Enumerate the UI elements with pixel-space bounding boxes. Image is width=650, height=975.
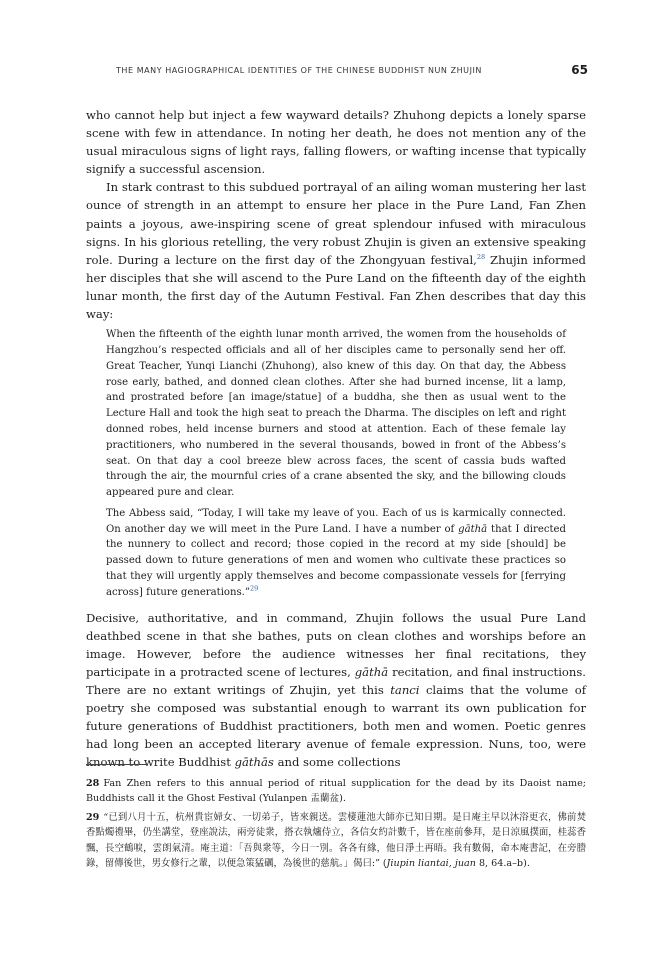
footnote-28-number: 28: [86, 778, 100, 789]
footnote-29-text: “已到八月十五，杭州貴宦婦女、一切弟子，皆來親送。雲棲蓮池大師亦已知日期。是日庵主早以沐浴更衣，佛前焚香點燭禮畢，仍坐講堂，登座說法，兩旁徒衆，搭衣執爐侍立，各信女約計數千，皆在座前參拜，是日涼風撲面，桂蕊香飄，長空鶴唳，雲朗氣清。庵主道：「吾與衆等，今日一別。各各有緣，他日淨土再晤。我有數偈，命本庵書記，在旁謄錄，留傳後世，男女修行之輩，以便急策猛礪，為後世的慈航。」偈曰:” (: [86, 811, 586, 870]
paragraph-2: [86, 178, 586, 323]
page-number: 65: [571, 63, 588, 77]
main-text: [86, 106, 586, 772]
quote-paragraph-2: [106, 506, 566, 601]
footnote-29-source: Jiupin liantai, juan: [386, 858, 476, 870]
running-title: THE MANY HAGIOGRAPHICAL IDENTITIES OF THE CHINESE BUDDHIST NUN ZHUJIN: [116, 66, 482, 75]
paragraph-3-text-c: claims that the volume of poetry she composed was substantial enough to warrant its own publication for future generations of Buddhist practitioners, both men and women. Poetic genres had long been an accepted literary avenue of female expression. Nuns, too, were known to write Buddhist: [86, 683, 586, 770]
footnote-29-number: 29: [86, 811, 100, 823]
paragraph-3-text-a: Decisive, authoritative, and in command, Zhujin follows the usual Pure Land deathbed scene in that she bathes, puts on clean clothes and worships before an image. However, before the audience witnesses her final recitations, they participate in a protracted scene of lectures,: [86, 610, 586, 679]
paragraph-3-gathas: gāthās: [234, 755, 274, 770]
footnote-28-text: Fan Zhen refers to this annual period of ritual supplication for the dead by its Daoist name; Buddhists call it the Ghost Festival (Yulanpen 盂蘭盆).: [86, 778, 586, 805]
paragraph-2-text-b: Zhujin informed her disciples that she will ascend to the Pure Land on the fifteenth day of the eighth lunar month, the first day of the Autumn Festival. Fan Zhen describes that day this way:: [86, 252, 586, 322]
quote-paragraph-1: When the fifteenth of the eighth lunar month arrived, the women from the households of Hangzhou’s respected officials and all of her disciples came to personally send her off. Great Teacher, Yunqi Lianchi (Zhuhong), also knew of this day. On that day, the Abbess rose early, bathed, and donned clean clothes. After she had burned incense, lit a lamp, and prostrated before [an image/statue] of a buddha, she then as usual went to the Lecture Hall and took the high seat to preach the Dharma. The disciples on left and right donned robes, held incense burners and stood at attention. Each of these female lay practitioners, who numbered in the several thousands, bowed in front of the Abbess’s seat. On that day a cool breeze blew across faces, the scent of cassia buds wafted through the air, the mournful cries of a crane absented the sky, and the billowing clouds appeared pure and clear.: [106, 329, 566, 499]
quote-2-text-b: that I directed the nunnery to collect and record; those copied in the record at my side [should] be passed down to future generations of men and women who cultivate these practices so that they will urgently apply themselves and become compassionate vessels for [ferrying across] future generations.”: [106, 523, 566, 598]
footnote-29-tail: 8, 64.a–b).: [475, 858, 530, 870]
paragraph-3-gatha: gāthā: [354, 664, 389, 679]
paragraph-3-tanci: tanci: [390, 683, 420, 698]
paragraph-3: [86, 609, 586, 772]
running-header: [86, 64, 588, 80]
footnote-divider: [86, 764, 148, 765]
paragraph-2-text-a: In stark contrast to this subdued portrayal of an ailing woman mustering her last ounce of strength in an attempt to ensure her place in the Pure Land, Fan Zhen paints a joyous, awe-inspiring scene of great splendour infused with miraculous signs. In his glorious retelling, the very robust Zhujin is given an extensive speaking role. During a lecture on the first day of the Zhongyuan festival,: [86, 180, 586, 267]
footnote-ref-29[interactable]: 29: [250, 584, 259, 593]
quote-2-gatha: gāthā: [458, 523, 488, 535]
footnote-ref-28[interactable]: 28: [476, 252, 486, 261]
paragraph-3-text-b: recitation, and final instructions. There are no extant writings of Zhujin, yet this: [86, 664, 586, 698]
block-quote: [106, 327, 566, 601]
quote-2-text-a: The Abbess said, “Today, I will take my leave of you. Each of us is karmically connected. On another day we will meet in the Pure Land. I have a number of: [106, 507, 566, 535]
paragraph-3-text-d: and some collections: [273, 755, 401, 770]
footnote-28: [86, 776, 586, 807]
footnotes: [86, 776, 586, 874]
footnote-29: [86, 810, 586, 872]
paragraph-1: who cannot help but inject a few wayward details? Zhuhong depicts a lonely sparse scene with few in attendance. In noting her death, he does not mention any of the usual miraculous signs of light rays, falling flowers, or wafting incense that typically signify a successful ascension.: [86, 108, 586, 177]
